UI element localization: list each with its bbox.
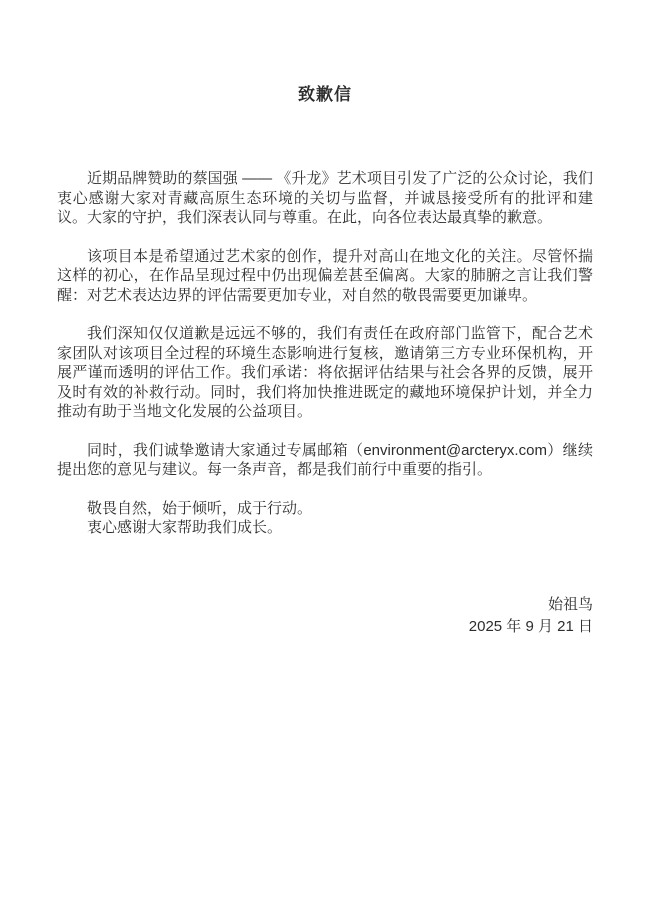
signature-date: 2025 年 9 月 21 日 — [468, 617, 593, 635]
letter-body — [57, 169, 593, 538]
closing-line-1: 敬畏自然，始于倾听，成于行动。 — [87, 499, 313, 517]
letter-paragraph-4-email: 同时，我们诚挚邀请大家通过专属邮箱（environment@arcteryx.com）继续提出您的意见与建议。每一条声音，都是我们前行中重要的指引。 — [57, 441, 593, 478]
letter-paragraph-3: 我们深知仅仅道歉是远远不够的，我们有责任在政府部门监管下，配合艺术家团队对该项目全过程的环境生态影响进行复核，邀请第三方专业环保机构，开展严谨而透明的评估工作。我们承诺：将依据评估结果与社会各界的反馈，展开及时有效的补救行动。同时，我们将加快推进既定的藏地环境保护计划，并全力推动有助于当地文化发展的公益项目。 — [57, 325, 593, 420]
closing-line-2: 衷心感谢大家帮助我们成长。 — [87, 519, 283, 536]
signature-name: 始祖鸟 — [547, 595, 593, 613]
signature-block — [57, 594, 593, 638]
closing-block — [57, 499, 593, 538]
letter-paragraph-1: 近期品牌赞助的蔡国强 —— 《升龙》艺术项目引发了广泛的公众讨论，我们衷心感谢大家对青藏高原生态环境的关切与监督，并诚恳接受所有的批评和建议。大家的守护，我们深表认同与尊重。在此，向各位表达最真挚的歉意。 — [57, 170, 593, 226]
letter-title: 致歉信 — [298, 85, 352, 104]
letter-paragraph-2: 该项目本是希望通过艺术家的创作，提升对高山在地文化的关注。尽管怀揣这样的初心，在作品呈现过程中仍出现偏差甚至偏离。大家的肺腑之言让我们警醒：对艺术表达边界的评估需要更加专业，对自然的敬畏需要更加谦卑。 — [57, 247, 593, 304]
